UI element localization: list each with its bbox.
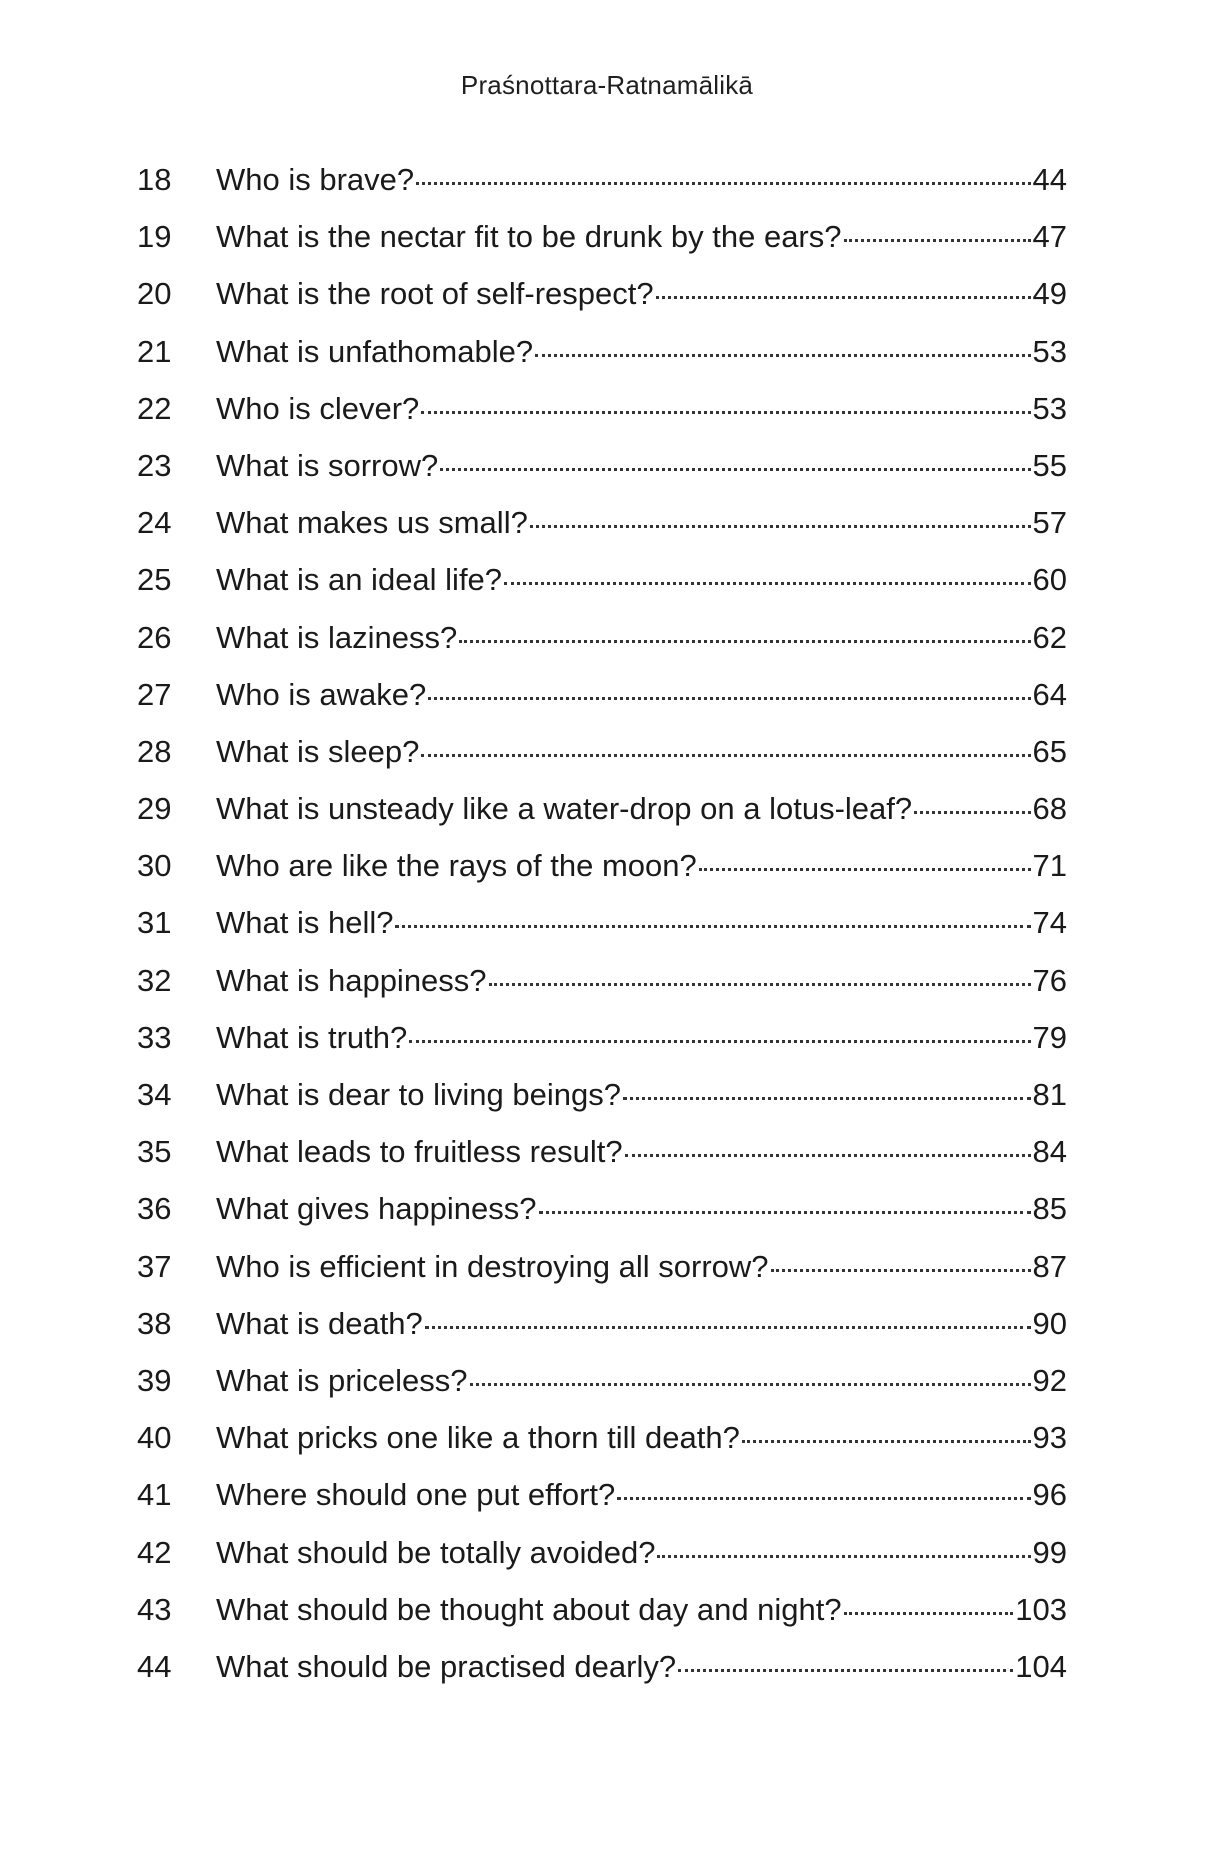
toc-entry-number: 37 xyxy=(137,1248,172,1284)
toc-entry-page: 62 xyxy=(1032,619,1067,655)
toc-entry-number: 22 xyxy=(137,390,172,426)
toc-entry-page: 49 xyxy=(1032,276,1067,312)
toc-entry xyxy=(137,620,1067,677)
toc-entry xyxy=(137,848,1067,905)
toc-entry-title: What is truth? xyxy=(216,1019,408,1055)
toc-entry xyxy=(137,162,1067,219)
dot-leader xyxy=(742,1440,1031,1443)
toc-entry xyxy=(137,1420,1067,1477)
toc-entry-number: 43 xyxy=(137,1591,172,1627)
toc-entry-title: What should be totally avoided? xyxy=(216,1534,656,1570)
dot-leader xyxy=(678,1669,1013,1672)
toc-entry-number: 19 xyxy=(137,219,172,255)
toc-entry-number: 33 xyxy=(137,1019,172,1055)
dot-leader xyxy=(617,1497,1030,1500)
toc-entry-page: 84 xyxy=(1032,1134,1067,1170)
toc-entry-number: 26 xyxy=(137,619,172,655)
toc-entry-number: 25 xyxy=(137,562,172,598)
toc-entry-page: 57 xyxy=(1032,505,1067,541)
toc-entry xyxy=(137,391,1067,448)
dot-leader xyxy=(409,1040,1030,1043)
toc-entry-number: 29 xyxy=(137,791,172,827)
dot-leader xyxy=(459,640,1030,643)
toc-entry-title: Where should one put effort? xyxy=(216,1477,616,1513)
dot-leader xyxy=(914,811,1030,814)
dot-leader xyxy=(699,868,1031,871)
toc-entry xyxy=(137,1649,1067,1706)
toc-entry-page: 99 xyxy=(1032,1534,1067,1570)
dot-leader xyxy=(657,1555,1030,1558)
toc-entry xyxy=(137,905,1067,962)
toc-entry-number: 32 xyxy=(137,962,172,998)
toc-entry-number: 42 xyxy=(137,1534,172,1570)
toc-entry-page: 93 xyxy=(1032,1420,1067,1456)
toc-entry xyxy=(137,1535,1067,1592)
toc-entry-title: Who are like the rays of the moon? xyxy=(216,848,697,884)
toc-entry-number: 28 xyxy=(137,733,172,769)
toc-entry-title: What leads to fruitless result? xyxy=(216,1134,623,1170)
toc-entry xyxy=(137,562,1067,619)
toc-entry-number: 40 xyxy=(137,1420,172,1456)
toc-entry-page: 47 xyxy=(1032,219,1067,255)
dot-leader xyxy=(844,1612,1014,1615)
toc-entry-page: 68 xyxy=(1032,791,1067,827)
toc-entry xyxy=(137,677,1067,734)
toc-entry-number: 41 xyxy=(137,1477,172,1513)
toc-entry xyxy=(137,963,1067,1020)
toc-entry-page: 64 xyxy=(1032,676,1067,712)
toc-entry-title: What makes us small? xyxy=(216,505,528,541)
toc-entry xyxy=(137,505,1067,562)
toc-entry-number: 39 xyxy=(137,1362,172,1398)
toc-entry-number: 18 xyxy=(137,162,172,197)
toc-entry-page: 92 xyxy=(1032,1362,1067,1398)
toc-entry xyxy=(137,1077,1067,1134)
toc-entry xyxy=(137,1249,1067,1306)
toc-entry-page: 71 xyxy=(1032,848,1067,884)
dot-leader xyxy=(539,1211,1031,1214)
toc-entry-title: What is dear to living beings? xyxy=(216,1077,621,1112)
toc-entry-title: What is sorrow? xyxy=(216,447,439,483)
running-header: Praśnottara-Ratnamālikā xyxy=(460,70,754,100)
dot-leader xyxy=(440,468,1030,471)
dot-leader xyxy=(623,1097,1031,1100)
toc-entry xyxy=(137,1477,1067,1534)
toc-entry xyxy=(137,1592,1067,1649)
dot-leader xyxy=(504,582,1030,585)
dot-leader xyxy=(771,1269,1031,1272)
toc-entry-page: 96 xyxy=(1032,1477,1067,1513)
toc-entry-page: 104 xyxy=(1015,1648,1067,1684)
toc-entry-title: Who is clever? xyxy=(216,390,420,426)
toc-entry-title: What is unfathomable? xyxy=(216,333,534,369)
dot-leader xyxy=(416,182,1030,185)
toc-entry-number: 38 xyxy=(137,1305,172,1341)
toc-entry xyxy=(137,1191,1067,1248)
toc-entry xyxy=(137,219,1067,276)
dot-leader xyxy=(421,411,1030,414)
toc-entry-title: What gives happiness? xyxy=(216,1191,537,1227)
dot-leader xyxy=(530,525,1031,528)
toc-entry-number: 31 xyxy=(137,905,172,941)
dot-leader xyxy=(470,1383,1031,1386)
dot-leader xyxy=(489,983,1031,986)
toc-entry-number: 34 xyxy=(137,1077,172,1112)
toc-entry-title: What is unsteady like a water-drop on a lotus-leaf? xyxy=(216,791,913,827)
toc-entry xyxy=(137,1306,1067,1363)
toc-entry xyxy=(137,276,1067,333)
dot-leader xyxy=(656,296,1031,299)
toc-entry-title: What is the root of self-respect? xyxy=(216,276,654,312)
toc-entry-page: 85 xyxy=(1032,1191,1067,1227)
toc-entry xyxy=(137,734,1067,791)
toc-entry-number: 44 xyxy=(137,1648,172,1684)
toc-entry-title: What is hell? xyxy=(216,905,394,941)
toc-entry-title: What should be thought about day and night? xyxy=(216,1591,842,1627)
toc-entry-page: 74 xyxy=(1032,905,1067,941)
toc-entry-title: What is an ideal life? xyxy=(216,562,503,598)
dot-leader xyxy=(625,1154,1031,1157)
dot-leader xyxy=(421,754,1030,757)
toc-entry-title: What is death? xyxy=(216,1305,423,1341)
toc-entry-page: 81 xyxy=(1032,1077,1067,1112)
toc-entry-title: What pricks one like a thorn till death? xyxy=(216,1420,740,1456)
toc-entry xyxy=(137,334,1067,391)
dot-leader xyxy=(428,697,1030,700)
toc-entry xyxy=(137,1134,1067,1191)
toc-entry-page: 65 xyxy=(1032,733,1067,769)
toc-entry-page: 87 xyxy=(1032,1248,1067,1284)
toc-entry-title: What is sleep? xyxy=(216,733,420,769)
dot-leader xyxy=(844,239,1031,242)
toc-entry xyxy=(137,791,1067,848)
toc-entry-number: 30 xyxy=(137,848,172,884)
toc-entry-page: 55 xyxy=(1032,447,1067,483)
toc-entry-number: 36 xyxy=(137,1191,172,1227)
toc-entry-number: 23 xyxy=(137,447,172,483)
toc-entry-page: 103 xyxy=(1015,1591,1067,1627)
toc-entry-number: 27 xyxy=(137,676,172,712)
toc-entry-title: What is the nectar fit to be drunk by the ears? xyxy=(216,219,842,255)
toc-entry-title: Who is efficient in destroying all sorrow? xyxy=(216,1248,769,1284)
toc-entry-page: 53 xyxy=(1032,390,1067,426)
toc-entry xyxy=(137,1363,1067,1420)
toc-entry-title: What is laziness? xyxy=(216,619,458,655)
toc-entry-page: 44 xyxy=(1032,162,1067,197)
toc-entry-title: Who is brave? xyxy=(216,162,415,197)
toc-entry-page: 53 xyxy=(1032,333,1067,369)
toc-entry-title: What is priceless? xyxy=(216,1362,468,1398)
toc-entry-page: 90 xyxy=(1032,1305,1067,1341)
toc-entry-number: 35 xyxy=(137,1134,172,1170)
toc-entry-number: 24 xyxy=(137,505,172,541)
toc-entry-page: 60 xyxy=(1032,562,1067,598)
dot-leader xyxy=(425,1326,1031,1329)
toc-entry xyxy=(137,448,1067,505)
toc-entry-title: What is happiness? xyxy=(216,962,487,998)
dot-leader xyxy=(395,925,1030,928)
table-of-contents xyxy=(137,162,1067,1706)
toc-entry-number: 20 xyxy=(137,276,172,312)
dot-leader xyxy=(535,354,1030,357)
toc-entry-number: 21 xyxy=(137,333,172,369)
toc-entry-page: 76 xyxy=(1032,962,1067,998)
toc-entry-title: Who is awake? xyxy=(216,676,427,712)
toc-entry-page: 79 xyxy=(1032,1019,1067,1055)
toc-entry xyxy=(137,1020,1067,1077)
toc-entry-title: What should be practised dearly? xyxy=(216,1648,677,1684)
